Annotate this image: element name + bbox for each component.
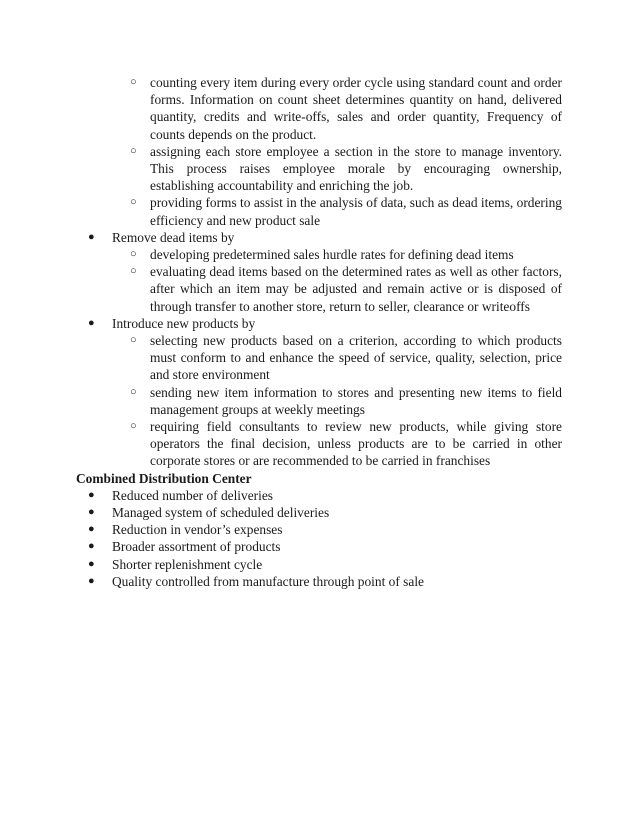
hollow-circle-icon: ○	[130, 196, 137, 209]
intro-sublist	[130, 74, 562, 229]
bullet-icon: ●	[88, 230, 95, 243]
bullet-icon: ●	[88, 523, 95, 536]
list-item: ○ counting every item during every order cycle using standard count and order forms. Information on count sheet determines quantity on hand, delivered quantity, credits and write-offs, sales and order quantity, Frequency of counts depends on the product.	[130, 75, 562, 142]
hollow-circle-icon: ○	[130, 385, 137, 398]
hollow-circle-icon: ○	[130, 76, 137, 88]
bullet-icon: ●	[88, 574, 95, 587]
bullet-icon: ●	[88, 488, 95, 501]
bullet-icon: ●	[88, 316, 95, 329]
section-bullet-list	[88, 487, 562, 590]
list-item: ● Managed system of scheduled deliveries	[88, 505, 330, 521]
bullet-icon: ●	[88, 557, 95, 570]
bullet-item-remove-dead-items: ● Remove dead items by ○ developing predetermined sales hurdle rates for defining dead items ○ evaluating dead items based on the determined rates as well as other factors, after which an item may be adjusted and remain active or is disposed of through transfer to another store, return to seller, clearance or writeoffs	[88, 229, 562, 314]
bullet-icon: ●	[88, 540, 95, 553]
list-item: ○ requiring field consultants to review new products, while giving store operators the final decision, unless products are to be carried in other corporate stores or are recommended to be carried in franchises	[130, 419, 562, 469]
hollow-circle-icon: ○	[130, 420, 137, 433]
hollow-circle-icon: ○	[130, 144, 137, 157]
list-item: ● Reduction in vendor’s expenses	[88, 522, 283, 538]
list-item: ○ selecting new products based on a criterion, according to which products must conform to and enhance the speed of service, quality, selection, price and store environment	[130, 333, 562, 383]
list-item: ○ assigning each store employee a section in the store to manage inventory. This process raises employee morale by encouraging ownership, establishing accountability and enriching the job.	[130, 143, 562, 194]
list-item: ● Broader assortment of products	[88, 539, 281, 555]
hollow-circle-icon: ○	[130, 265, 137, 278]
section-heading: Combined Distribution Center	[76, 470, 252, 486]
list-item: ○ sending new item information to stores and presenting new items to field management groups at weekly meetings	[130, 384, 562, 417]
sublist	[130, 332, 562, 470]
bullet-item-introduce-new-products: ● Introduce new products by ○ selecting new products based on a criterion, according to which products must conform to and enhance the speed of service, quality, selection, price and store environment ○ sending new item information to stores and presenting new items to field management groups at weekly meetings ○ requiring field consultants to review new products, while giving store operators the final decision, unless products are to be carried in other corporate stores or are recommended to be carried in franchises	[88, 315, 562, 469]
main-bullet-list	[88, 229, 562, 470]
hollow-circle-icon: ○	[130, 248, 137, 261]
list-item: ● Reduced number of deliveries	[88, 487, 274, 503]
list-item: ○ developing predetermined sales hurdle rates for defining dead items	[130, 247, 514, 263]
list-item: ○ providing forms to assist in the analysis of data, such as dead items, ordering efficiency and new product sale	[130, 195, 562, 228]
list-item: ○ evaluating dead items based on the determined rates as well as other factors, after which an item may be adjusted and remain active or is disposed of through transfer to another store, return to seller, clearance or writeoffs	[130, 264, 562, 314]
list-item: ● Quality controlled from manufacture through point of sale	[88, 573, 424, 589]
bullet-icon: ●	[88, 506, 95, 519]
sublist	[130, 246, 562, 315]
hollow-circle-icon: ○	[130, 334, 137, 347]
list-item: ● Shorter replenishment cycle	[88, 556, 263, 572]
document-content	[76, 74, 562, 590]
